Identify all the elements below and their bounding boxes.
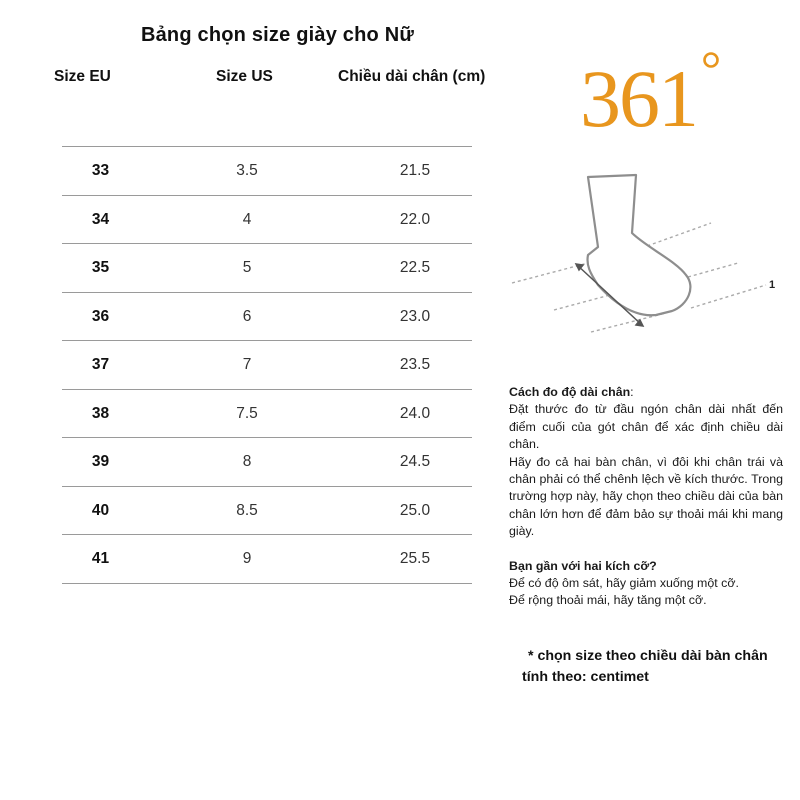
table-row xyxy=(62,389,472,438)
table-row xyxy=(62,437,472,486)
page-title: Bảng chọn size giày cho Nữ xyxy=(140,24,415,46)
cell-size-eu: 38 xyxy=(91,404,110,422)
header-size-eu: Size EU xyxy=(54,68,111,85)
cell-foot-length: 22.0 xyxy=(399,210,431,228)
table-row xyxy=(62,486,472,535)
cell-foot-length: 24.5 xyxy=(399,453,431,470)
between-sizes-line-2: Để rộng thoải mái, hãy tăng một cỡ. xyxy=(509,593,707,608)
table-row xyxy=(62,340,472,389)
cell-foot-length: 23.0 xyxy=(399,307,431,325)
size-note-line-1: * chọn size theo chiều dài bàn chân xyxy=(528,648,768,664)
cell-foot-length: 22.5 xyxy=(399,259,431,276)
cell-size-eu: 33 xyxy=(91,162,110,179)
cell-size-eu: 40 xyxy=(91,501,110,519)
cell-size-eu: 39 xyxy=(91,453,110,470)
cell-foot-length: 25.0 xyxy=(399,501,431,519)
cell-size-us: 7.5 xyxy=(236,404,258,422)
measure-paragraph-2: Hãy đo cả hai bàn chân, vì đôi khi chân trái và chân phải có thể chênh lệch về kích thước. Trong trường hợp này, hãy chọn theo chiều dài của bàn chân lớn hơn để đảm bảo sự thoải mái khi mang giày. xyxy=(509,454,783,539)
between-sizes-line-1: Để có độ ôm sát, hãy giảm xuống một cỡ. xyxy=(509,576,739,591)
between-sizes-heading: Bạn gần với hai kích cỡ? xyxy=(509,558,657,573)
table-row xyxy=(62,195,472,244)
brand-logo-text: 361 xyxy=(580,53,697,134)
cell-size-us: 8 xyxy=(242,453,252,470)
foot-measure-icon xyxy=(506,165,791,350)
foot-outline xyxy=(587,175,690,315)
cell-size-eu: 36 xyxy=(91,307,110,325)
cell-size-us: 7 xyxy=(242,356,252,373)
cell-size-us: 6 xyxy=(242,307,252,325)
measure-instructions xyxy=(509,384,783,610)
cell-size-eu: 34 xyxy=(91,210,110,228)
measure-paragraph-1: Đặt thước đo từ đầu ngón chân dài nhất đến điểm cuối của gót chân để xác định chiều dài chân. xyxy=(509,402,783,452)
size-note-line-2: tính theo: centimet xyxy=(522,668,649,685)
header-size-us: Size US xyxy=(216,68,273,85)
cell-foot-length: 21.5 xyxy=(399,162,431,179)
brand-logo xyxy=(578,44,728,134)
size-note xyxy=(522,646,792,687)
cell-size-us: 8.5 xyxy=(236,501,258,519)
measure-heading: Cách đo độ dài chân xyxy=(509,385,631,399)
cell-size-us: 5 xyxy=(242,259,252,276)
cell-foot-length: 23.5 xyxy=(399,356,431,373)
table-row xyxy=(62,243,472,292)
header-foot-length: Chiều dài chân (cm) xyxy=(338,68,486,85)
cell-foot-length: 25.5 xyxy=(399,550,431,567)
cell-size-us: 4 xyxy=(242,210,252,228)
size-table xyxy=(62,146,472,584)
table-row xyxy=(62,146,472,195)
cell-size-eu: 35 xyxy=(91,259,110,276)
cell-size-eu: 37 xyxy=(91,356,110,373)
cell-size-us: 3.5 xyxy=(236,162,258,179)
diagram-marker: 1 xyxy=(769,279,776,291)
table-row xyxy=(62,292,472,341)
cell-foot-length: 24.0 xyxy=(399,404,431,422)
table-row xyxy=(62,534,472,584)
degree-icon xyxy=(705,54,718,67)
cell-size-us: 9 xyxy=(242,550,252,567)
measure-heading-colon: : xyxy=(630,385,634,399)
cell-size-eu: 41 xyxy=(91,550,110,567)
